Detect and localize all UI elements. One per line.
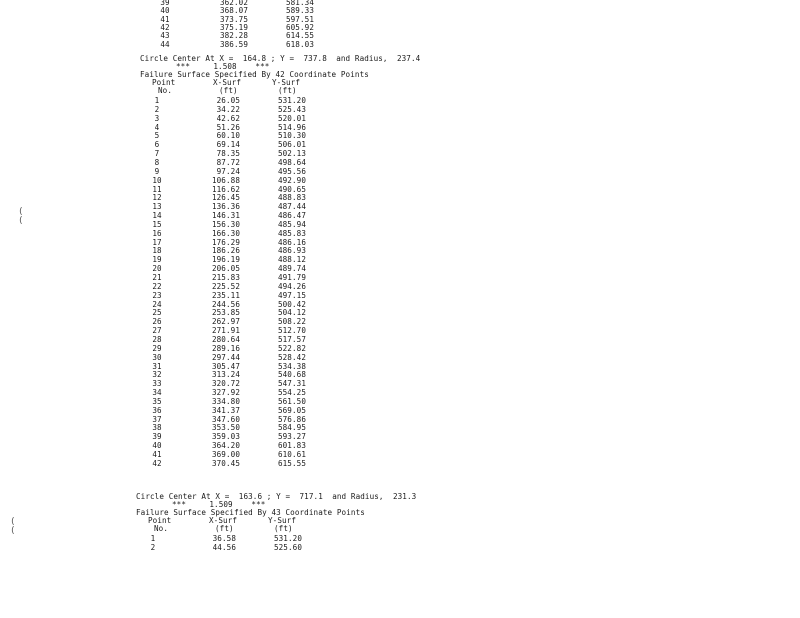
point-number-cell: 7	[154, 149, 160, 159]
y-surf-cell: 514.96	[277, 122, 306, 132]
point-number-cell: 42	[152, 458, 162, 468]
x-surf-cell: 364.20	[211, 441, 240, 451]
column-header-y-unit: (ft)	[278, 86, 297, 95]
point-number-cell: 29	[152, 343, 162, 353]
point-number-cell: 9	[154, 166, 160, 176]
y-surf-cell: 510.30	[277, 131, 306, 141]
column-header-x-unit: (ft)	[215, 524, 234, 533]
y-surf-cell: 517.57	[277, 334, 306, 344]
column-header-y: Y-Surf	[272, 78, 301, 87]
y-surf-cell: 561.50	[277, 396, 306, 406]
column-header-x-unit: (ft)	[219, 86, 238, 95]
x-surf-cell: 320.72	[211, 379, 240, 389]
y-surf-cell: 576.86	[277, 414, 306, 424]
point-number-cell: 2	[154, 104, 160, 114]
point-number-cell: 33	[152, 379, 162, 389]
x-surf-cell: 313.24	[211, 370, 240, 380]
circle-center-line: Circle Center At X = 163.6 ; Y = 717.1 and Radius, 231.3	[136, 492, 417, 501]
y-surf-cell: 554.25	[277, 388, 306, 398]
y-surf-cell: 569.05	[277, 405, 306, 415]
point-number-cell: 4	[154, 122, 160, 132]
scan-mark-bottom: ( (	[10, 517, 16, 536]
point-number-cell: 8	[154, 157, 160, 167]
point-number-cell: 34	[152, 388, 162, 398]
x-surf-cell: 327.92	[211, 388, 240, 398]
x-surf-cell: 297.44	[211, 352, 240, 362]
x-surf-cell: 386.59	[219, 39, 248, 49]
x-surf-cell: 353.50	[211, 423, 240, 433]
point-number-cell: 23	[152, 290, 162, 300]
point-number-cell: 17	[152, 237, 162, 247]
x-surf-cell: 106.88	[211, 175, 240, 185]
x-surf-cell: 334.80	[211, 396, 240, 406]
column-header-x: X-Surf	[213, 78, 242, 87]
y-surf-cell: 581.34	[285, 0, 314, 7]
y-surf-cell: 489.74	[277, 264, 306, 274]
column-header-y-unit: (ft)	[274, 524, 293, 533]
x-surf-cell: 166.30	[211, 228, 240, 238]
y-surf-cell: 502.13	[277, 149, 306, 159]
x-surf-cell: 186.26	[211, 246, 240, 256]
point-number-cell: 42	[160, 22, 170, 32]
y-surf-cell: 488.12	[277, 255, 306, 265]
point-number-cell: 32	[152, 370, 162, 380]
point-number-cell: 2	[150, 543, 156, 553]
point-number-cell: 3	[154, 113, 160, 123]
point-number-cell: 24	[152, 299, 162, 309]
point-number-cell: 38	[152, 423, 162, 433]
y-surf-cell: 618.03	[285, 39, 314, 49]
y-surf-cell: 497.15	[277, 290, 306, 300]
x-surf-cell: 136.36	[211, 202, 240, 212]
y-surf-cell: 522.82	[277, 343, 306, 353]
x-surf-cell: 305.47	[211, 361, 240, 371]
y-surf-cell: 500.42	[277, 299, 306, 309]
point-number-cell: 10	[152, 175, 162, 185]
point-number-cell: 22	[152, 281, 162, 291]
point-number-cell: 19	[152, 255, 162, 265]
point-number-cell: 39	[152, 432, 162, 442]
y-surf-cell: 520.01	[277, 113, 306, 123]
x-surf-cell: 280.64	[211, 334, 240, 344]
point-number-cell: 6	[154, 140, 160, 150]
y-surf-cell: 601.83	[277, 441, 306, 451]
x-surf-cell: 146.31	[211, 211, 240, 221]
x-surf-cell: 60.10	[216, 131, 240, 141]
point-number-cell: 41	[160, 14, 170, 24]
y-surf-cell: 525.60	[273, 543, 302, 553]
y-surf-cell: 494.26	[277, 281, 306, 291]
point-number-cell: 41	[152, 450, 162, 459]
y-surf-cell: 525.43	[277, 104, 306, 114]
point-number-cell: 31	[152, 361, 162, 371]
x-surf-cell: 253.85	[211, 308, 240, 318]
x-surf-cell: 347.60	[211, 414, 240, 424]
factor-of-safety-line: *** 1.509 ***	[172, 500, 266, 509]
point-number-cell: 27	[152, 326, 162, 336]
x-surf-cell: 87.72	[216, 157, 240, 167]
point-number-cell: 1	[154, 96, 160, 105]
column-header-y: Y-Surf	[268, 516, 297, 525]
x-surf-cell: 156.30	[211, 219, 240, 229]
y-surf-cell: 528.42	[277, 352, 306, 362]
point-number-cell: 25	[152, 308, 162, 318]
x-surf-cell: 225.52	[211, 281, 240, 291]
y-surf-cell: 614.55	[285, 31, 314, 41]
x-surf-cell: 176.29	[211, 237, 240, 247]
y-surf-cell: 504.12	[277, 308, 306, 318]
y-surf-cell: 488.83	[277, 193, 306, 203]
y-surf-cell: 534.38	[277, 361, 306, 371]
x-surf-cell: 235.11	[211, 290, 240, 300]
y-surf-cell: 589.33	[285, 6, 314, 16]
y-surf-cell: 492.90	[277, 175, 306, 185]
scan-mark-top: ( (	[18, 207, 24, 226]
y-surf-cell: 531.20	[273, 534, 302, 543]
point-number-cell: 26	[152, 317, 162, 327]
x-surf-cell: 215.83	[211, 273, 240, 282]
point-number-cell: 35	[152, 396, 162, 406]
y-surf-cell: 531.20	[277, 96, 306, 105]
y-surf-cell: 485.83	[277, 228, 306, 238]
point-number-cell: 13	[152, 202, 162, 212]
y-surf-cell: 486.93	[277, 246, 306, 256]
point-number-cell: 14	[152, 211, 162, 221]
point-number-cell: 21	[152, 273, 162, 282]
column-header-x: X-Surf	[209, 516, 238, 525]
point-number-cell: 16	[152, 228, 162, 238]
y-surf-cell: 490.65	[277, 184, 306, 194]
y-surf-cell: 485.94	[277, 219, 306, 229]
x-surf-cell: 382.28	[219, 31, 248, 41]
column-header-point: Point	[152, 78, 176, 87]
x-surf-cell: 373.75	[219, 14, 248, 24]
x-surf-cell: 36.58	[212, 534, 236, 543]
x-surf-cell: 78.35	[216, 149, 240, 159]
point-number-cell: 28	[152, 334, 162, 344]
column-header-no: No.	[154, 524, 169, 533]
x-surf-cell: 42.62	[216, 113, 240, 123]
x-surf-cell: 369.00	[211, 450, 240, 459]
point-number-cell: 18	[152, 246, 162, 256]
x-surf-cell: 44.56	[212, 543, 236, 553]
y-surf-cell: 486.16	[277, 237, 306, 247]
point-number-cell: 20	[152, 264, 162, 274]
point-number-cell: 43	[160, 31, 170, 41]
x-surf-cell: 370.45	[211, 458, 240, 468]
point-number-cell: 40	[152, 441, 162, 451]
x-surf-cell: 271.91	[211, 326, 240, 336]
point-number-cell: 44	[160, 39, 170, 49]
y-surf-cell: 506.01	[277, 140, 306, 150]
x-surf-cell: 341.37	[211, 405, 240, 415]
section-title: Failure Surface Specified By 43 Coordinate Points	[136, 508, 365, 517]
point-number-cell: 39	[160, 0, 170, 7]
y-surf-cell: 584.95	[277, 423, 306, 433]
x-surf-cell: 116.62	[211, 184, 240, 194]
y-surf-cell: 486.47	[277, 211, 306, 221]
x-surf-cell: 289.16	[211, 343, 240, 353]
x-surf-cell: 26.05	[216, 96, 240, 105]
point-number-cell: 1	[150, 534, 156, 543]
column-header-no: No.	[158, 86, 173, 95]
point-number-cell: 15	[152, 219, 162, 229]
x-surf-cell: 196.19	[211, 255, 240, 265]
y-surf-cell: 487.44	[277, 202, 306, 212]
y-surf-cell: 512.70	[277, 326, 306, 336]
y-surf-cell: 508.22	[277, 317, 306, 327]
point-number-cell: 5	[154, 131, 160, 141]
point-number-cell: 37	[152, 414, 162, 424]
y-surf-cell: 593.27	[277, 432, 306, 442]
y-surf-cell: 547.31	[277, 379, 306, 389]
x-surf-cell: 206.05	[211, 264, 240, 274]
y-surf-cell: 495.56	[277, 166, 306, 176]
x-surf-cell: 34.22	[216, 104, 240, 114]
column-header-point: Point	[148, 516, 172, 525]
x-surf-cell: 51.26	[216, 122, 240, 132]
x-surf-cell: 359.03	[211, 432, 240, 442]
point-number-cell: 12	[152, 193, 162, 203]
point-number-cell: 30	[152, 352, 162, 362]
y-surf-cell: 610.61	[277, 450, 306, 459]
section-title: Failure Surface Specified By 42 Coordinate Points	[140, 70, 369, 79]
x-surf-cell: 362.02	[219, 0, 248, 7]
x-surf-cell: 262.97	[211, 317, 240, 327]
x-surf-cell: 375.19	[219, 22, 248, 32]
y-surf-cell: 615.55	[277, 458, 306, 468]
point-number-cell: 36	[152, 405, 162, 415]
y-surf-cell: 597.51	[285, 14, 314, 24]
circle-center-line: Circle Center At X = 164.8 ; Y = 737.8 and Radius, 237.4	[140, 54, 421, 63]
y-surf-cell: 540.68	[277, 370, 306, 380]
x-surf-cell: 368.07	[219, 6, 248, 16]
point-number-cell: 11	[152, 184, 162, 194]
y-surf-cell: 498.64	[277, 157, 306, 167]
x-surf-cell: 97.24	[216, 166, 240, 176]
y-surf-cell: 491.79	[277, 273, 306, 282]
x-surf-cell: 244.56	[211, 299, 240, 309]
factor-of-safety-line: *** 1.508 ***	[176, 62, 270, 71]
y-surf-cell: 605.92	[285, 22, 314, 32]
point-number-cell: 40	[160, 6, 170, 16]
x-surf-cell: 126.45	[211, 193, 240, 203]
x-surf-cell: 69.14	[216, 140, 240, 150]
